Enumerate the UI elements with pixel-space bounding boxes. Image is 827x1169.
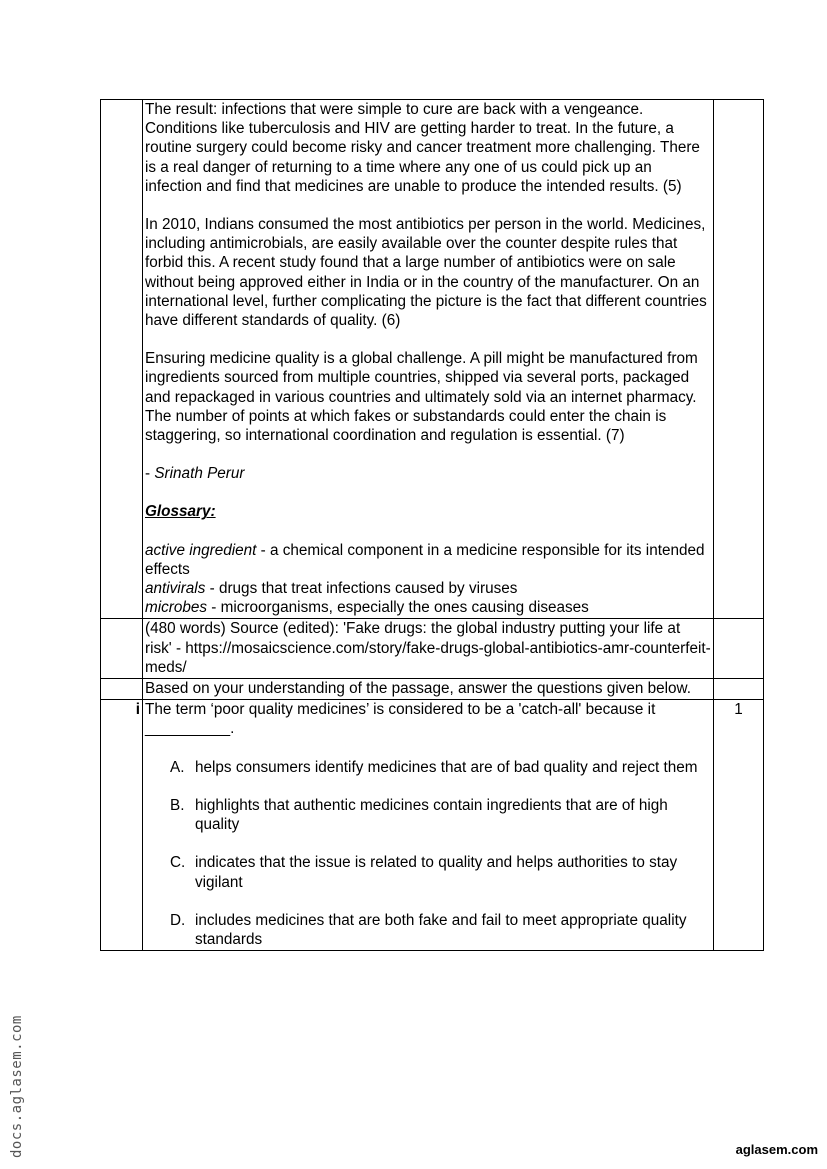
- question-cell: [143, 700, 714, 951]
- question-number: i: [101, 700, 143, 951]
- instruction-text: Based on your understanding of the passage, answer the questions given below.: [143, 679, 714, 700]
- glossary-heading: Glossary:: [145, 503, 216, 521]
- question-marks: 1: [714, 700, 764, 951]
- marks-cell: [714, 100, 764, 619]
- row-number-cell: [101, 100, 143, 619]
- option-letter: C.: [170, 854, 186, 872]
- passage-cell: [143, 100, 714, 619]
- glossary-term: antivirals: [145, 580, 206, 598]
- glossary-definition: - drugs that treat infections caused by viruses: [205, 580, 518, 598]
- option-text: helps consumers identify medicines that are of bad quality and reject them: [195, 758, 698, 776]
- passage-paragraph: The result: infections that were simple to cure are back with a vengeance. Conditions like tuberculosis and HIV are getting harder to treat. In the future, a routine surgery could become risky and cancer treatment more challenging. There is a real danger of returning to a time where any one of us could pick up an infection and find that medicines are unable to produce the intended results. (5): [145, 101, 700, 195]
- option-c[interactable]: [145, 853, 711, 891]
- question-paper-table: [100, 99, 764, 951]
- passage-paragraph: In 2010, Indians consumed the most antibiotics per person in the world. Medicines, including antimicrobials, are easily available over the counter despite rules that forbid this. A recent study found that a large number of antibiotics were on sale without being approved either in India or in the country of the manufacturer. On an international level, further complicating the picture is the fact that different countries have different standards of quality. (6): [145, 216, 707, 330]
- corner-watermark: aglasem.com: [735, 1142, 818, 1157]
- passage-paragraph: Ensuring medicine quality is a global challenge. A pill might be manufactured from ingredients sourced from multiple countries, shipped via several ports, packaged and repackaged in various countries and ultimately sold via an internet pharmacy. The number of points at which fakes or substandards could enter the chain is staggering, so international coordination and regulation is essential. (7): [145, 350, 698, 445]
- question-text: The term ‘poor quality medicines’ is considered to be a 'catch-all' because it __________.: [145, 701, 656, 738]
- option-letter: B.: [170, 796, 185, 814]
- marks-cell: [714, 619, 764, 679]
- glossary-definition: - a chemical component in a medicine responsible for its intended effects: [145, 541, 705, 578]
- source-row: [101, 619, 764, 679]
- glossary-definition: - microorganisms, especially the ones causing diseases: [207, 599, 589, 617]
- row-number-cell: [101, 619, 143, 679]
- option-d[interactable]: [145, 911, 711, 949]
- option-a[interactable]: [145, 758, 711, 777]
- glossary-entry: [145, 579, 711, 598]
- marks-cell: [714, 679, 764, 700]
- option-text: indicates that the issue is related to quality and helps authorities to stay vigilant: [195, 854, 678, 891]
- question-row: [101, 700, 764, 951]
- side-watermark: docs.aglasem.com: [9, 1015, 25, 1158]
- author-line: - Srinath Perur: [145, 465, 245, 483]
- instruction-row: [101, 679, 764, 700]
- option-b[interactable]: [145, 796, 711, 834]
- glossary-entry: [145, 598, 711, 617]
- option-letter: D.: [170, 911, 186, 929]
- source-citation: (480 words) Source (edited): 'Fake drugs: the global industry putting your life at risk' - https://mosaicscience.com/story/fake-drugs-global-antibiotics-amr-counterfeit-meds/: [143, 619, 714, 679]
- author-name: Srinath Perur: [154, 465, 245, 483]
- row-number-cell: [101, 679, 143, 700]
- glossary-entry: [145, 541, 711, 579]
- option-text: includes medicines that are both fake and fail to meet appropriate quality standards: [195, 911, 687, 948]
- option-text: highlights that authentic medicines contain ingredients that are of high quality: [195, 796, 668, 834]
- glossary-term: microbes: [145, 599, 208, 617]
- option-letter: A.: [170, 758, 185, 776]
- glossary-term: active ingredient: [145, 541, 257, 559]
- passage-row: [101, 100, 764, 619]
- answer-options: [145, 758, 711, 949]
